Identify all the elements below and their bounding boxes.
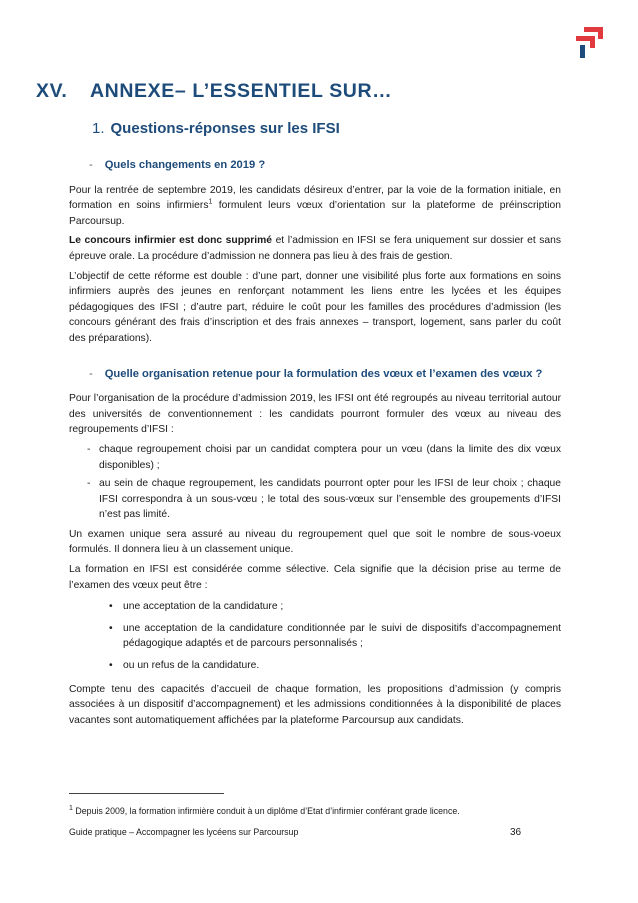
page-number: 36 bbox=[510, 827, 522, 838]
footnote bbox=[69, 806, 460, 816]
list-item bbox=[69, 621, 561, 652]
chapter-title: ANNEXE– L’ESSENTIEL SUR… bbox=[90, 80, 393, 102]
footnote-text: Depuis 2009, la formation infirmière conduit à un diplôme d’Etat d’infirmier conférant grade licence. bbox=[72, 806, 460, 816]
paragraph bbox=[69, 233, 561, 264]
parcoursup-logo-icon bbox=[570, 24, 606, 60]
list-item-text: au sein de chaque regroupement, les candidats pourront opter pour les IFSI de leur choix ; chaque IFSI correspondra à un sous-vœu ; le total des sous-vœux sur l’ensemble des groupements d’IFSI n’est pas limité. bbox=[99, 478, 561, 521]
list-marker: - bbox=[87, 443, 91, 455]
list-item bbox=[69, 442, 561, 473]
question-title: Quelle organisation retenue pour la formulation des vœux et l’examen des vœux ? bbox=[104, 367, 543, 380]
list-item bbox=[69, 599, 561, 615]
question-heading-1 bbox=[89, 158, 561, 174]
bullet-icon: • bbox=[109, 660, 113, 672]
paragraph: Pour l’organisation de la procédure d’admission 2019, les IFSI ont été regroupés au niveau territorial autour des universités de conventionnement : les candidats pourront formuler des vœux au niveau des regroupements d’IFSI : bbox=[69, 393, 561, 436]
question-dash: - bbox=[89, 367, 93, 380]
paragraph-text: et l’admission en IFSI se fera uniquement sur dossier et sans épreuve orale. La procédure d’admission ne donnera pas lieu à des frais de gestion. bbox=[69, 235, 561, 262]
question-heading-2 bbox=[89, 367, 561, 383]
question-dash: - bbox=[89, 159, 93, 171]
paragraph-text: Pour la rentrée de septembre 2019, les candidats désireux d’entrer, par la voie de la formation initiale, en formation en soins infirmiers bbox=[69, 184, 561, 212]
list-item bbox=[69, 476, 561, 523]
paragraph: L’objectif de cette réforme est double : d’une part, donner une visibilité plus forte aux formations en soins infirmiers auprès des jeunes en renforçant notamment les liens entre les lycées et les équipes pédagogiques des IFSI ; d’autre part, réduire le coût pour les familles des procédures d’admission (les concours générant des frais d’inscription et des frais annexes – transport, logement, sans parler du coût des préparations). bbox=[69, 270, 561, 344]
dash-list bbox=[69, 442, 561, 523]
footnote-number: 1 bbox=[69, 805, 73, 813]
paragraph: Un examen unique sera assuré au niveau du regroupement quel que soit le nombre de sous-voeux formulés. Il donnera lieu à un classement unique. bbox=[69, 528, 561, 556]
list-item-text: une acceptation de la candidature ; bbox=[123, 601, 284, 613]
section-title: Questions-réponses sur les IFSI bbox=[110, 120, 340, 137]
section-heading bbox=[92, 120, 340, 137]
question-title: Quels changements en 2019 ? bbox=[104, 159, 266, 171]
footnote-divider bbox=[69, 793, 224, 794]
paragraph bbox=[69, 183, 561, 230]
bullet-icon: • bbox=[109, 622, 113, 634]
bullet-list bbox=[69, 599, 561, 673]
list-marker: - bbox=[87, 478, 91, 490]
paragraph-text: formulent leurs vœux d’orientation sur la plateforme de préinscription Parcoursup. bbox=[69, 200, 561, 227]
list-item-text: chaque regroupement choisi par un candidat comptera pour un vœu (dans la limite des dix vœux disponibles) ; bbox=[99, 443, 561, 471]
page-footer: Guide pratique – Accompagner les lycéens sur Parcoursup bbox=[69, 827, 299, 837]
list-item bbox=[69, 658, 561, 674]
bullet-icon: • bbox=[109, 601, 113, 613]
chapter-heading bbox=[36, 80, 392, 103]
chapter-number: XV. bbox=[36, 80, 68, 102]
footnote-ref: 1 bbox=[208, 198, 213, 206]
section-number: 1. bbox=[92, 120, 105, 137]
document-body bbox=[69, 158, 561, 732]
list-item-text: une acceptation de la candidature conditionnée par le suivi de dispositifs d’accompagnement pédagogique adaptés et de parcours personnalisés ; bbox=[123, 622, 561, 650]
emphasis-text: Le concours infirmier est donc supprimé bbox=[69, 235, 273, 247]
list-item-text: ou un refus de la candidature. bbox=[123, 660, 260, 672]
paragraph: La formation en IFSI est considérée comme sélective. Cela signifie que la décision prise au terme de l’examen des vœux peut être : bbox=[69, 564, 561, 591]
paragraph: Compte tenu des capacités d’accueil de chaque formation, les propositions d’admission (y compris associées à un dispositif d’accompagnement) et les admissions conditionnées à la disponibilité de places vacantes sont automatiquement affichées par la plateforme Parcoursup aux candidats. bbox=[69, 683, 561, 726]
